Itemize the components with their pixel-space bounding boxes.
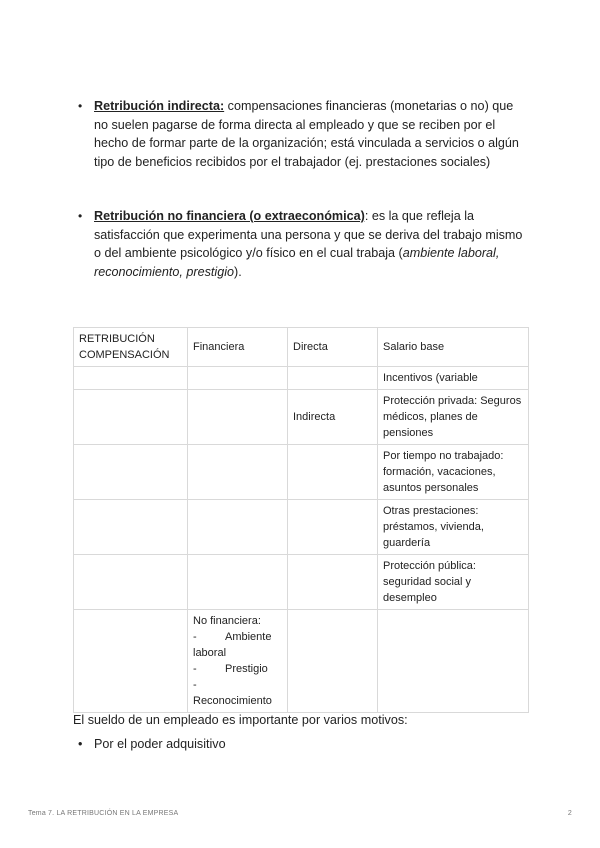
item-prestigio: Prestigio — [225, 663, 268, 675]
definition-text: compensaciones financieras (monetarias o no) que no suelen pagarse de forma directa al empleado y que se reciben por el hecho de formar parte de la organización; está vinculada a servicios o algún tipo de beneficios recibidos por el trabajador (ej. prestaciones sociales) — [94, 99, 519, 169]
cell-incentivos: Incentivos (variable — [378, 367, 529, 390]
table-row — [74, 500, 529, 555]
sueldo-paragraph: El sueldo de un empleado es importante por varios motivos: — [73, 713, 408, 727]
dash: - — [193, 663, 197, 675]
definitions-list — [78, 97, 528, 281]
cell-salario-base: Salario base — [378, 328, 529, 367]
table-row — [74, 445, 529, 500]
cell-proteccion-privada: Protección privada: Seguros médicos, planes de pensiones — [378, 390, 529, 445]
dash: - — [193, 631, 197, 643]
item-ambiente-cont: laboral — [193, 647, 227, 659]
header-retribucion: RETRIBUCIÓN COMPENSACIÓN — [74, 328, 188, 367]
cell-no-financiera — [188, 610, 288, 713]
page-number: 2 — [567, 810, 572, 817]
retribution-table — [73, 327, 529, 713]
motivos-list — [78, 735, 226, 753]
header-financiera: Financiera — [188, 328, 288, 367]
page-footer — [28, 810, 572, 817]
table-row — [74, 390, 529, 445]
bullet-retribucion-indirecta — [78, 97, 528, 171]
cell-otras-prestaciones: Otras prestaciones: préstamos, vivienda, guardería — [378, 500, 529, 555]
term-retribucion-indirecta: Retribución indirecta: — [94, 99, 225, 113]
definition-text: : es la que refleja la satisfacción que experimenta una persona y que se deriva del trabajo mismo o del ambiente psicológico y/o físico en el cual trabaja ( — [94, 209, 523, 260]
table-row — [74, 610, 529, 713]
cell-tiempo-no-trabajado: Por tiempo no trabajado: formación, vacaciones, asuntos personales — [378, 445, 529, 500]
cell-proteccion-publica: Protección pública: seguridad social y desempleo — [378, 555, 529, 610]
table-row — [74, 367, 529, 390]
bullet-retribucion-no-financiera — [78, 207, 528, 281]
item-ambiente: Ambiente — [225, 631, 272, 643]
table-row — [74, 555, 529, 610]
dash: - — [193, 679, 197, 691]
item-reconocimiento: Reconocimiento — [193, 695, 272, 707]
no-financiera-title: No financiera: — [193, 615, 261, 627]
bullet-poder-adquisitivo: • Por el poder adquisitivo — [78, 735, 226, 753]
header-directa: Directa — [288, 328, 378, 367]
table-row — [74, 328, 529, 367]
cell-indirecta: Indirecta — [288, 390, 378, 445]
definition-examples: ambiente laboral, reconocimiento, prestigio — [94, 246, 500, 279]
footer-title: Tema 7. LA RETRIBUCIÓN EN LA EMPRESA — [28, 810, 179, 817]
definition-text-end: ). — [234, 264, 242, 279]
term-retribucion-no-financiera: Retribución no financiera (o extraeconómica) — [94, 209, 365, 223]
